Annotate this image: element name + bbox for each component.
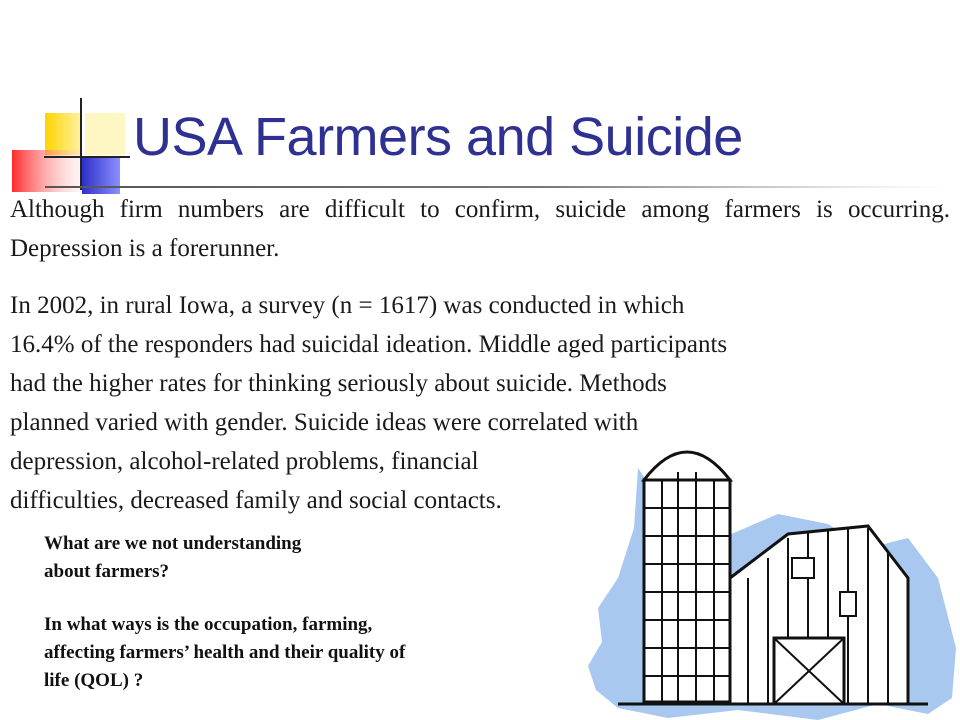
survey-line: 16.4% of the responders had suicidal ideation. Middle aged participants: [10, 331, 728, 358]
question-line: In what ways is the occupation, farming,: [44, 614, 373, 635]
survey-line: difficulties, decreased family and social contacts.: [10, 487, 502, 514]
question-line: life (QOL) ?: [44, 670, 144, 691]
survey-line: In 2002, in rural Iowa, a survey (n = 1617) was conducted in which: [10, 292, 685, 319]
survey-line: planned varied with gender. Suicide ideas were correlated with: [10, 409, 639, 436]
survey-line: depression, alcohol-related problems, financial: [10, 448, 479, 475]
question-line: affecting farmers’ health and their quality of: [44, 642, 406, 663]
question-line: What are we not understanding: [44, 533, 302, 554]
question-occupation: [44, 611, 564, 695]
slide-title: USA Farmers and Suicide: [133, 107, 743, 167]
survey-line: had the higher rates for thinking seriously about suicide. Methods: [10, 370, 667, 397]
question-line: about farmers?: [44, 561, 170, 582]
farm-silo-barn-clipart: [578, 428, 960, 720]
colored-squares-logo: [0, 0, 180, 200]
intro-paragraph: Although firm numbers are difficult to confirm, suicide among farmers is occurring. Depression is a forerunner.: [10, 196, 950, 262]
title-divider: [45, 186, 945, 188]
question-understanding: [44, 530, 424, 586]
